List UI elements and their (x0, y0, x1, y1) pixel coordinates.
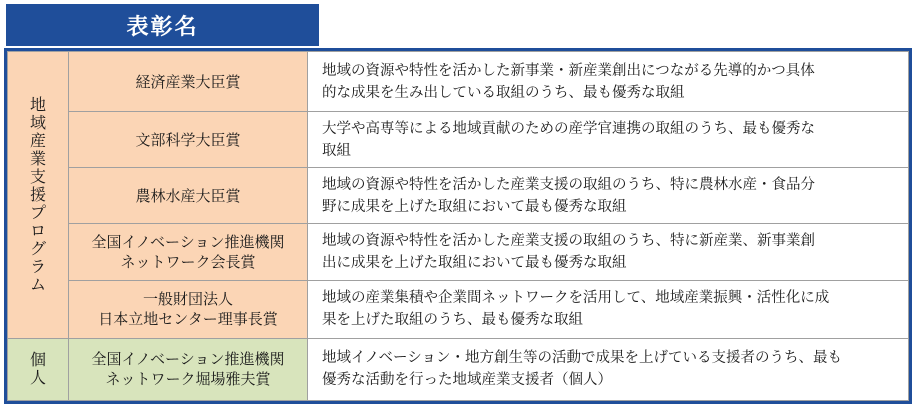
award-name: 一般財団法人 日本立地センター理事長賞 (69, 280, 308, 338)
category-program (8, 52, 69, 339)
table-row (8, 52, 909, 112)
page-title-banner (6, 4, 319, 46)
table-row (8, 168, 909, 224)
award-description: 地域の資源や特性を活かした産業支援の取組のうち、特に新産業、新事業創 出に成果を上げた取組において最も優秀な取組 (308, 224, 909, 280)
award-name: 全国イノベーション推進機関 ネットワーク会長賞 (69, 224, 308, 280)
table-row (8, 338, 909, 400)
award-description: 地域イノベーション・地方創生等の活動で成果を上げている支援者のうち、最も 優秀な活動を行った地域産業支援者（個人） (308, 338, 909, 400)
award-name: 全国イノベーション推進機関 ネットワーク堀場雅夫賞 (69, 338, 308, 400)
award-description: 地域の資源や特性を活かした産業支援の取組のうち、特に農林水産・食品分 野に成果を上げた取組において最も優秀な取組 (308, 168, 909, 224)
table-row (8, 280, 909, 338)
table-row (8, 112, 909, 168)
award-description: 大学や高専等による地域貢献のための産学官連携の取組のうち、最も優秀な 取組 (308, 112, 909, 168)
category-program-label: 地 域 産 業 支 援 プ ロ グ ラ ム (29, 94, 46, 294)
award-name: 経済産業大臣賞 (69, 52, 308, 112)
award-description: 地域の資源や特性を活かした新事業・新産業創出につながる先導的かつ具体 的な成果を生み出している取組のうち、最も優秀な取組 (308, 52, 909, 112)
category-person (8, 338, 69, 400)
table-row (8, 224, 909, 280)
category-person-label: 個 人 (29, 350, 46, 388)
award-description: 地域の産業集積や企業間ネットワークを活用して、地域産業振興・活性化に成 果を上げた取組のうち、最も優秀な取組 (308, 280, 909, 338)
award-table (4, 48, 912, 404)
award-name: 農林水産大臣賞 (69, 168, 308, 224)
award-name: 文部科学大臣賞 (69, 112, 308, 168)
page-title: 表彰名 (126, 14, 199, 40)
